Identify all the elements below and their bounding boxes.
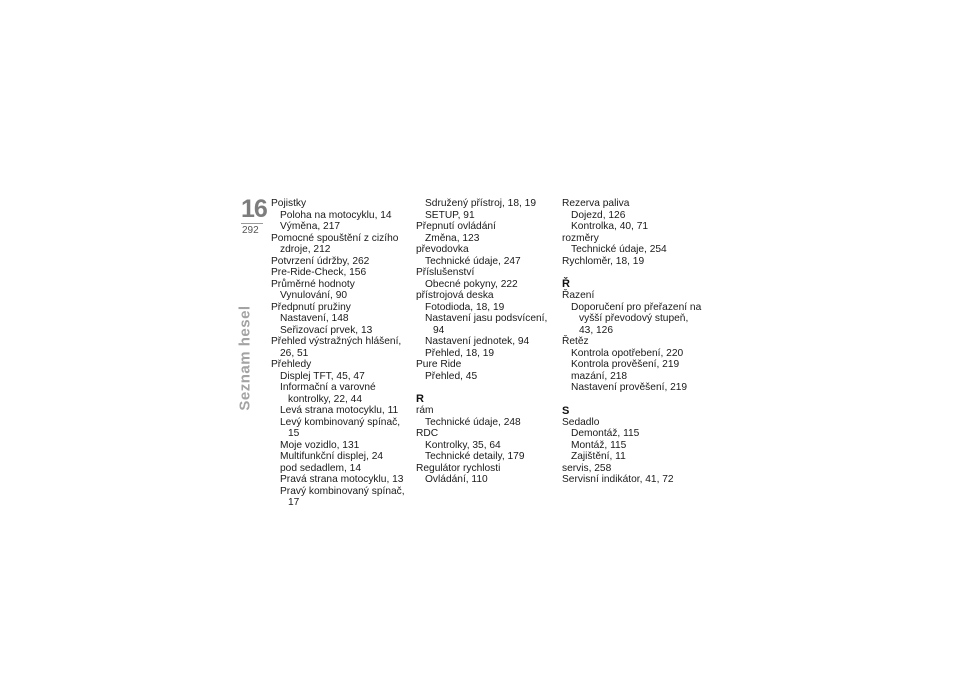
index-subentry: Levá strana motocyklu, 11: [280, 405, 399, 416]
index-entry: přístrojová deska: [416, 290, 494, 301]
index-subentry: Poloha na motocyklu, 14: [280, 209, 392, 221]
index-subentry: Kontrola prověšení, 219: [571, 359, 680, 370]
index-entry: Pomocné spouštění z cizího zdroje, 212: [271, 232, 399, 255]
index-entry: Pre-Ride-Check, 156: [271, 267, 367, 278]
index-column-2: [416, 198, 556, 486]
index-entry: Potvrzení údržby, 262: [271, 255, 370, 267]
chapter-title: Seznam hesel: [236, 305, 254, 411]
chapter-divider: [241, 223, 263, 224]
index-subentry: Technické údaje, 254: [571, 244, 667, 255]
index-entry: Rychloměr, 18, 19: [562, 255, 645, 267]
index-entry: rozměry: [562, 232, 599, 244]
index-subentry: Fotodioda, 18, 19: [425, 301, 505, 313]
index-subentry: Technické detaily, 179: [425, 451, 525, 462]
index-subentry: Zajištění, 11: [571, 451, 626, 462]
index-subentry: Nastavení jednotek, 94: [425, 336, 530, 347]
index-subentry: Sdružený přístroj, 18, 19: [425, 198, 536, 209]
index-subentry: Informační a varovné kontrolky, 22, 44: [280, 382, 376, 405]
index-entry: Přehled výstražných hlášení, 26, 51: [271, 336, 402, 359]
index-subentry: Pravý kombinovaný spínač, 17: [280, 485, 405, 508]
index-letter-heading: S: [562, 404, 570, 417]
index-subentry: mazání, 218: [571, 370, 628, 382]
index-subentry: Doporučení pro přeřazení na vyšší převodový stupeň, 43, 126: [571, 301, 702, 336]
index-subentry: Montáž, 115: [571, 439, 627, 451]
index-entry: RDC: [416, 428, 439, 439]
index-subentry: Ovládání, 110: [425, 474, 488, 485]
index-column-3: [562, 198, 702, 486]
index-entry: Předpnutí pružiny: [271, 301, 351, 313]
index-subentry: Seřizovací prvek, 13: [280, 324, 373, 336]
index-entry: Regulátor rychlosti: [416, 462, 501, 474]
index-subentry: Nastavení prověšení, 219: [571, 382, 688, 393]
index-entry: Pure Ride: [416, 359, 462, 370]
index-subentry: Pravá strana motocyklu, 13: [280, 474, 404, 485]
index-subentry: Vynulování, 90: [280, 290, 348, 301]
index-subentry: Přehled, 45: [425, 370, 478, 382]
index-entry: Průměrné hodnoty: [271, 278, 355, 290]
index-subentry: pod sedadlem, 14: [280, 462, 361, 474]
index-subentry: Dojezd, 126: [571, 209, 626, 221]
index-column-1: [271, 198, 411, 509]
index-letter-heading: R: [416, 393, 424, 405]
index-entry: Řetěz: [562, 336, 589, 347]
index-entry: rám: [416, 405, 434, 416]
index-subentry: Nastavení jasu podsvícení, 94: [425, 313, 548, 336]
index-subentry: Kontrola opotřebení, 220: [571, 347, 684, 359]
index-subentry: Kontrolka, 40, 71: [571, 221, 649, 232]
index-letter-heading: Ř: [562, 278, 570, 290]
index-subentry: SETUP, 91: [425, 209, 475, 221]
index-entry: Příslušenství: [416, 267, 475, 278]
index-subentry: Nastavení, 148: [280, 313, 349, 324]
index-entry: převodovka: [416, 244, 469, 255]
index-subentry: Změna, 123: [425, 232, 480, 244]
index-subentry: Přehled, 18, 19: [425, 347, 495, 359]
index-entry: Rezerva paliva: [562, 198, 630, 209]
page-number: 292: [242, 225, 259, 236]
index-subentry: Multifunkční displej, 24: [280, 451, 384, 462]
index-subentry: Výměna, 217: [280, 221, 341, 232]
index-subentry: Levý kombinovaný spínač, 15: [280, 416, 401, 439]
index-entry: Sedadlo: [562, 416, 600, 428]
index-entry: Přepnutí ovládání: [416, 221, 496, 232]
index-entry: Přehledy: [271, 359, 312, 370]
index-subentry: Technické údaje, 248: [425, 416, 521, 428]
index-entry: servis, 258: [562, 462, 612, 474]
index-subentry: Demontáž, 115: [571, 428, 640, 439]
index-subentry: Moje vozidlo, 131: [280, 439, 360, 451]
index-entry: Řazení: [562, 290, 595, 301]
index-subentry: Obecné pokyny, 222: [425, 278, 518, 290]
chapter-number: 16: [241, 195, 267, 223]
index-entry: Servisní indikátor, 41, 72: [562, 474, 674, 485]
index-entry: Pojistky: [271, 198, 307, 209]
index-subentry: Technické údaje, 247: [425, 255, 521, 267]
index-subentry: Displej TFT, 45, 47: [280, 370, 365, 382]
index-subentry: Kontrolky, 35, 64: [425, 439, 501, 451]
